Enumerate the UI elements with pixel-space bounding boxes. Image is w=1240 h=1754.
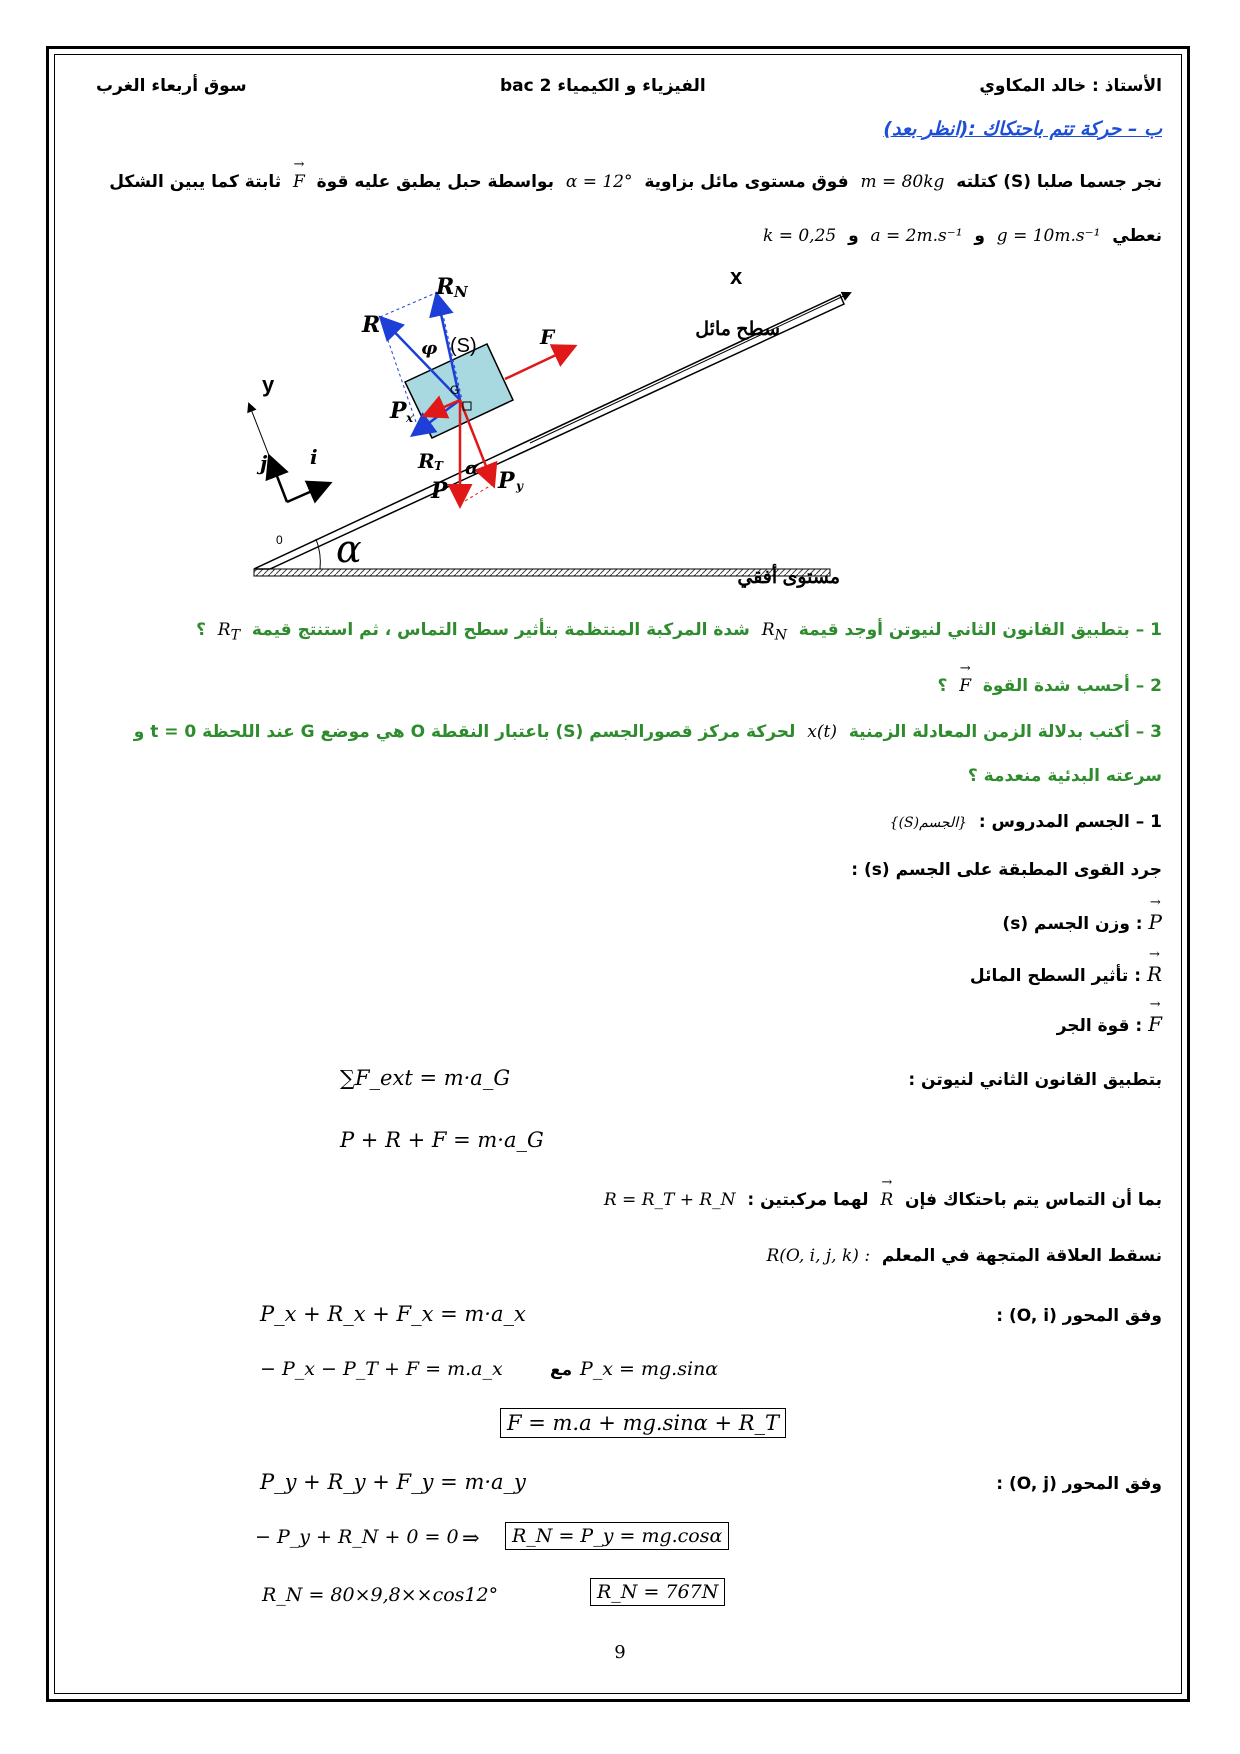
- x-axis-label: x: [730, 264, 743, 289]
- force-F-text: قوة الجر: [1056, 1016, 1130, 1036]
- section-title: ب – حركة تتم باحتكاك :(انظر بعد): [883, 118, 1162, 140]
- force-R-line: → R : تأثير السطح المائل: [970, 962, 1162, 986]
- force-F-symbol: → F: [293, 172, 305, 192]
- and-1: و: [974, 226, 985, 246]
- with-word: مع: [550, 1360, 573, 1380]
- question-1: [196, 620, 1162, 643]
- G-label: G: [450, 383, 460, 397]
- newton-eq-1: ∑F_ext = m·a_G: [340, 1066, 511, 1090]
- Py-subscript: y: [516, 479, 523, 493]
- angle-value: α = 12°: [565, 172, 633, 192]
- implies-arrow: ⇒: [462, 1526, 480, 1550]
- q1-text-a: 1 – بتطبيق القانون الثاني لنيوتن أوجد قيمة: [798, 620, 1162, 640]
- q1-RT: R: [217, 620, 231, 640]
- alpha-label: α: [336, 527, 362, 571]
- RT-subscript: T: [434, 459, 443, 473]
- q1-RN: R: [761, 620, 775, 640]
- projection-text: نسقط العلاقة المتجهة في المعلم: [881, 1246, 1162, 1266]
- q2-text: 2 – أحسب شدة القوة: [982, 676, 1162, 696]
- Px-subscript: x: [406, 411, 414, 425]
- i-label: i: [310, 445, 318, 469]
- force-P-symbol: → P: [1149, 910, 1162, 934]
- RN-result: R_N = 767N: [590, 1578, 725, 1606]
- RN-formula: R_N = P_y = mg.cosα: [505, 1522, 729, 1550]
- j-label: j: [260, 451, 268, 475]
- axis-x-eq-2: − P_x − P_T + F = m.a_x: [260, 1358, 503, 1380]
- intro-line-2: [763, 226, 1162, 246]
- Px-label: P: [390, 398, 407, 424]
- axis-y-eq: P_y + R_y + F_y = m·a_y: [260, 1470, 526, 1494]
- friction-text-a: بما أن التماس يتم باحتكاك فإن: [905, 1190, 1162, 1210]
- studied-body: {الجسم(S)}: [889, 815, 967, 831]
- axis-x-label: وفق المحور (O, i) :: [996, 1306, 1162, 1326]
- phi-label: φ: [421, 338, 438, 359]
- page-number: 9: [614, 1642, 626, 1663]
- newton-label: بتطبيق القانون الثاني لنيوتن :: [908, 1070, 1162, 1090]
- q3-text-a: 3 – أكتب بدلالة الزمن المعادلة الزمنية: [848, 722, 1162, 742]
- friction-R: → R: [880, 1190, 893, 1210]
- question-2: [938, 676, 1162, 696]
- intro-text-a: نجر جسما صلبا (S) كتلته: [956, 172, 1162, 192]
- inclined-plane-figure: [240, 262, 980, 592]
- horizontal-plane-label: مستوى أفقي: [737, 567, 840, 588]
- q1-end: ؟: [196, 620, 206, 640]
- q1-text-b: شدة المركبة المنتظمة بتأثير سطح التماس ، ثم استنتج قيمة: [251, 620, 750, 640]
- frame-notation: R(O, i, j, k) :: [766, 1246, 871, 1266]
- P-label: P: [431, 478, 448, 504]
- inclined-plane-label: سطح مائل: [695, 319, 780, 340]
- q1-RN-sub: N: [774, 627, 787, 644]
- intro-text-c: بواسطة حبل يطبق عليه قوة: [316, 172, 554, 192]
- header-school: سوق أربعاء الغرب: [96, 76, 247, 96]
- px-formula: P_x = mg.sinα: [580, 1358, 719, 1380]
- origin-label: 0: [276, 533, 283, 547]
- block-label: (S): [450, 335, 477, 357]
- intro-line-1: [109, 172, 1162, 192]
- R-label: R: [362, 312, 381, 338]
- F-vector: [505, 347, 573, 379]
- alpha-2-label: α: [465, 458, 479, 479]
- friction-line: [604, 1190, 1162, 1210]
- q3-x: x(t): [807, 722, 837, 742]
- F-result: F = m.a + mg.sinα + R_T: [500, 1408, 786, 1438]
- force-F-line: → F : قوة الجر: [1057, 1012, 1162, 1036]
- q3-text-c: سرعته البدئية منعدمة ؟: [967, 766, 1162, 786]
- axis-x-eq: P_x + R_x + F_x = m·a_x: [260, 1302, 526, 1326]
- force-R-symbol: → R: [1147, 962, 1162, 986]
- force-P-line: → P : وزن الجسم (s): [1002, 910, 1162, 934]
- studied-body-line: [890, 812, 1162, 832]
- header-teacher: الأستاذ : خالد المكاوي: [979, 76, 1162, 96]
- j-unit-vector: [270, 458, 287, 502]
- RN-calc: R_N = 80×9,8××cos12°: [262, 1584, 499, 1606]
- intro-given: نعطي: [1112, 226, 1162, 246]
- y-axis-label: y: [262, 372, 275, 397]
- forces-intro: جرد القوى المطبقة على الجسم (s) :: [851, 860, 1162, 880]
- a-value: a = 2m.s⁻¹: [870, 226, 963, 246]
- q2-F: → F: [959, 676, 971, 696]
- question-3: [134, 722, 1162, 742]
- axis-y-label: وفق المحور (O, j) :: [996, 1474, 1162, 1494]
- Py-label: P: [498, 468, 515, 494]
- studied-label: 1 – الجسم المدروس :: [978, 812, 1162, 832]
- RN-label: R: [436, 274, 455, 300]
- RN-subscript: N: [454, 283, 468, 301]
- g-value: g = 10m.s⁻¹: [996, 226, 1101, 246]
- i-unit-vector: [287, 484, 328, 502]
- header-subject: الفيزياء و الكيمياء 2 bac: [500, 76, 706, 96]
- k-value: k = 0,25: [763, 226, 837, 246]
- x-axis-line: [530, 293, 850, 443]
- intro-text-b: فوق مستوى مائل بزاوية: [644, 172, 849, 192]
- q1-RT-sub: T: [230, 627, 241, 644]
- force-P-text: وزن الجسم (s): [1002, 914, 1130, 934]
- projection-line: [766, 1246, 1162, 1266]
- and-2: و: [848, 226, 859, 246]
- RT-label: R: [418, 449, 435, 473]
- F-label: F: [540, 325, 555, 349]
- friction-eq: R = R_T + R_N: [603, 1190, 736, 1210]
- q3-text-b: لحركة مركز قصورالجسم (S) باعتبار النقطة O هي موضع G عند اللحظة 0 = t و: [133, 722, 796, 742]
- force-R-text: تأثير السطح المائل: [969, 966, 1129, 986]
- q2-end: ؟: [937, 676, 948, 696]
- newton-eq-2: P + R + F = m·a_G: [340, 1128, 544, 1152]
- mass-value: m = 80kg: [860, 172, 945, 192]
- friction-text-b: لهما مركبتين :: [747, 1190, 869, 1210]
- axis-y-eq-2: − P_y + R_N + 0 = 0: [255, 1526, 459, 1548]
- intro-text-d: ثابتة كما يبين الشكل: [109, 172, 282, 192]
- force-F-symbol-2: → F: [1148, 1012, 1162, 1036]
